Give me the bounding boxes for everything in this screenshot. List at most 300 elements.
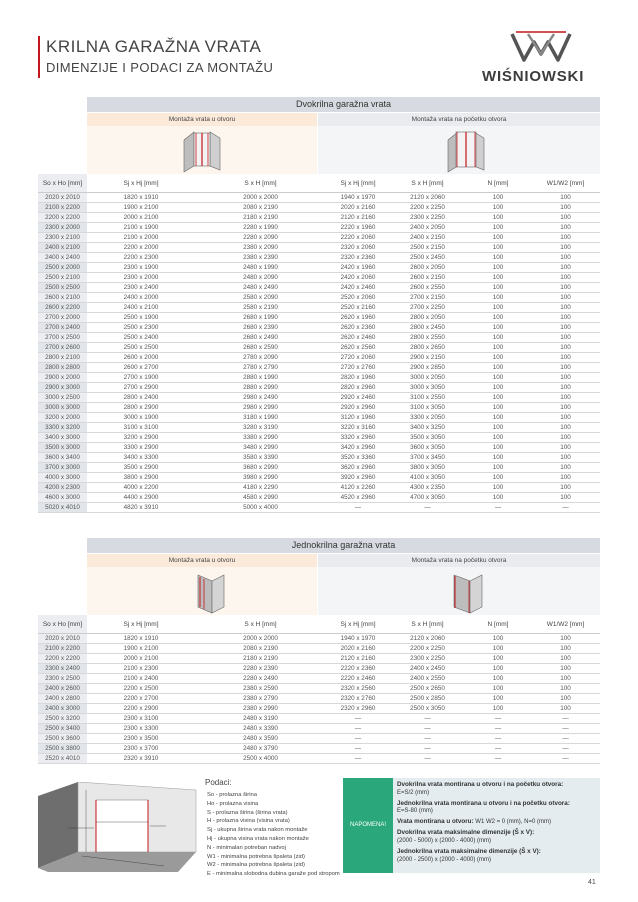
table-cell: 2480 x 3590: [195, 734, 326, 744]
table-cell: 2300 x 2400: [87, 283, 195, 293]
table-row: [38, 724, 600, 734]
table-cell: 2500 x 2450: [390, 253, 465, 263]
subheader-start-of-opening: Montaža vrata na početku otvora: [318, 113, 600, 126]
table-cell: 4700 x 3050: [390, 493, 465, 503]
note-item: E - minimalna slobodna dubina garaže pod stropom: [207, 871, 340, 878]
table-cell: 2100 x 2200: [38, 203, 87, 213]
table-cell: 2200 x 2700: [87, 694, 195, 704]
table-cell: 2680 x 2390: [195, 323, 326, 333]
table-cell: 100: [465, 704, 531, 714]
table-cell: 2220 x 2460: [326, 674, 390, 684]
subheader-start-of-opening: Montaža vrata na početku otvora: [318, 554, 600, 567]
table-cell: 3200 x 2900: [87, 433, 195, 443]
napomena-box: [393, 778, 600, 873]
napomena-text: E=S/2 (mm): [397, 789, 430, 796]
table-cell: 100: [531, 313, 600, 323]
table-cell: 2300 x 1900: [87, 263, 195, 273]
table-cell: 2300 x 3100: [87, 714, 195, 724]
table-cell: 2620 x 1960: [326, 313, 390, 323]
table-cell: 2320 x 2760: [326, 694, 390, 704]
table-cell: 100: [531, 423, 600, 433]
table-cell: 100: [465, 664, 531, 674]
table-cell: 100: [465, 443, 531, 453]
table-cell: 2400 x 2150: [390, 233, 465, 243]
table-cell: 100: [531, 363, 600, 373]
table-cell: 100: [531, 273, 600, 283]
table-cell: 2400 x 2550: [390, 674, 465, 684]
napomena-heading: Dvokrilna vrata montirana u otvoru i na početku otvora:: [397, 781, 564, 788]
table-cell: 3300 x 2050: [390, 413, 465, 423]
table-cell: —: [465, 734, 531, 744]
table-cell: 2380 x 2390: [195, 253, 326, 263]
table-cell: 2300 x 2000: [38, 223, 87, 233]
table-row: [38, 303, 600, 313]
brand-name: WIŚNIOWSKI: [482, 68, 585, 85]
note-item: W2 - minimalna potrebna špaleta (zid): [207, 862, 305, 869]
table-cell: 1820 x 1910: [87, 634, 195, 644]
table-cell: 100: [465, 684, 531, 694]
brand-logo-icon: [510, 30, 572, 66]
garage-dimension-diagram-icon: [38, 782, 198, 874]
table-double-doors: [38, 174, 600, 513]
table-cell: 2500 x 2300: [87, 323, 195, 333]
table-row: [38, 363, 600, 373]
table-cell: 100: [531, 253, 600, 263]
table-cell: 3580 x 3390: [195, 453, 326, 463]
table-cell: 2080 x 2190: [195, 644, 326, 654]
table-cell: 2820 x 2960: [326, 383, 390, 393]
table-cell: 4180 x 2290: [195, 483, 326, 493]
table-cell: 2480 x 3190: [195, 714, 326, 724]
column-header: Sj x Hj [mm]: [326, 615, 390, 634]
table-cell: 3000 x 2050: [390, 373, 465, 383]
table-row: [38, 754, 600, 764]
table-cell: 2320 x 2560: [326, 684, 390, 694]
table-cell: —: [465, 724, 531, 734]
table-cell: 2500 x 2400: [87, 333, 195, 343]
table-cell: 4000 x 2200: [87, 483, 195, 493]
table-cell: 2380 x 2590: [195, 684, 326, 694]
table-row: [38, 313, 600, 323]
table-cell: 3100 x 2550: [390, 393, 465, 403]
table-row: [38, 714, 600, 724]
napomena-text: (2000 - 2500) x (2000 - 4000) (mm): [397, 856, 492, 863]
table-cell: 100: [465, 493, 531, 503]
table-cell: 2600 x 2000: [87, 353, 195, 363]
table-cell: 2320 x 2360: [326, 253, 390, 263]
table-row: [38, 403, 600, 413]
table-row: [38, 453, 600, 463]
table-cell: 2280 x 2390: [195, 664, 326, 674]
table-cell: 100: [531, 403, 600, 413]
table-cell: 2400 x 2400: [38, 253, 87, 263]
column-header: So x Ho [mm]: [38, 174, 87, 193]
table-row: [38, 684, 600, 694]
table-cell: 100: [531, 213, 600, 223]
table-cell: 4820 x 3910: [87, 503, 195, 513]
note-item: Ho - prolazna visina: [207, 800, 259, 807]
table-cell: 2100 x 2200: [38, 644, 87, 654]
accent-bar: [38, 36, 40, 78]
table-cell: 2500 x 2500: [87, 343, 195, 353]
table-row: [38, 393, 600, 403]
table-cell: 3200 x 2000: [38, 413, 87, 423]
table-cell: 100: [465, 323, 531, 333]
table-row: [38, 253, 600, 263]
table-cell: 2500 x 3050: [390, 704, 465, 714]
column-header: N [mm]: [465, 174, 531, 193]
column-header: Sj x Hj [mm]: [87, 615, 195, 634]
table-cell: 100: [465, 263, 531, 273]
page-subtitle: DIMENZIJE I PODACI ZA MONTAŽU: [46, 60, 274, 75]
table-cell: 2600 x 2050: [390, 263, 465, 273]
table-row: [38, 383, 600, 393]
table-cell: 100: [465, 383, 531, 393]
table-cell: 100: [465, 313, 531, 323]
table-cell: 2100 x 2000: [87, 233, 195, 243]
table-cell: 3000 x 1900: [87, 413, 195, 423]
table-cell: 3800 x 3050: [390, 463, 465, 473]
table-cell: 2720 x 2060: [326, 353, 390, 363]
table-cell: 100: [531, 483, 600, 493]
table-cell: 2620 x 2560: [326, 343, 390, 353]
table-row: [38, 233, 600, 243]
table-cell: 3000 x 3050: [390, 383, 465, 393]
table-cell: 2280 x 1990: [195, 223, 326, 233]
single-door-in-opening-icon: [190, 571, 230, 615]
table-cell: 2700 x 2500: [38, 333, 87, 343]
table-cell: 100: [531, 343, 600, 353]
table-row: [38, 273, 600, 283]
table-cell: 3680 x 2990: [195, 463, 326, 473]
table-cell: 100: [531, 243, 600, 253]
table-cell: 2500 x 3400: [38, 724, 87, 734]
table-row: [38, 423, 600, 433]
table-cell: 100: [465, 203, 531, 213]
table-cell: 3300 x 3200: [38, 423, 87, 433]
table-cell: 100: [465, 273, 531, 283]
table-row: [38, 343, 600, 353]
napomena-heading: Jednokrilna vrata montirana u otvoru i na početku otvora:: [397, 799, 570, 807]
table-cell: 100: [465, 644, 531, 654]
table-cell: 100: [531, 453, 600, 463]
table-cell: 2120 x 2160: [326, 654, 390, 664]
table-cell: 2500 x 2850: [390, 694, 465, 704]
page-number: 41: [588, 879, 596, 886]
table-cell: 2180 x 2190: [195, 654, 326, 664]
table-row: [38, 193, 600, 203]
table-cell: 3700 x 3450: [390, 453, 465, 463]
table-row: [38, 704, 600, 714]
table-cell: 100: [465, 463, 531, 473]
table-cell: 2480 x 3390: [195, 724, 326, 734]
table-row: [38, 323, 600, 333]
table-cell: 2700 x 2150: [390, 293, 465, 303]
table-cell: 2400 x 2800: [38, 694, 87, 704]
table-cell: 2700 x 1900: [87, 373, 195, 383]
table-cell: 2800 x 2550: [390, 333, 465, 343]
table-row: [38, 353, 600, 363]
table-cell: 100: [531, 373, 600, 383]
table-cell: 2520 x 2060: [326, 293, 390, 303]
table-cell: 100: [531, 203, 600, 213]
table-cell: 100: [465, 473, 531, 483]
table-cell: 2920 x 2960: [326, 403, 390, 413]
section-title-double: Dvokrilna garažna vrata: [87, 97, 600, 112]
table-cell: 100: [531, 193, 600, 203]
table-cell: 2280 x 2090: [195, 233, 326, 243]
table-cell: 3000 x 3000: [38, 403, 87, 413]
table-cell: —: [531, 734, 600, 744]
table-cell: 2200 x 2300: [87, 253, 195, 263]
column-header: S x H [mm]: [390, 174, 465, 193]
table-cell: 2200 x 2200: [38, 654, 87, 664]
table-cell: 4300 x 2350: [390, 483, 465, 493]
table-cell: 2420 x 2060: [326, 273, 390, 283]
table-row: [38, 744, 600, 754]
table-cell: 3400 x 3000: [38, 433, 87, 443]
table-cell: 2500 x 3600: [38, 734, 87, 744]
table-row: [38, 463, 600, 473]
table-cell: 2420 x 2460: [326, 283, 390, 293]
table-cell: 2600 x 2150: [390, 273, 465, 283]
table-cell: 100: [465, 333, 531, 343]
table-cell: 2700 x 2600: [38, 343, 87, 353]
table-cell: 2500 x 2100: [38, 273, 87, 283]
table-cell: —: [390, 503, 465, 513]
table-cell: —: [326, 503, 390, 513]
table-cell: 100: [465, 193, 531, 203]
note-item: H - prolazna visina (visina vrata): [207, 818, 290, 825]
table-cell: 3980 x 2990: [195, 473, 326, 483]
table-cell: 2380 x 2990: [195, 704, 326, 714]
table-row: [38, 644, 600, 654]
table-cell: 100: [465, 433, 531, 443]
table-cell: 2600 x 2100: [38, 293, 87, 303]
table-cell: 1940 x 1970: [326, 193, 390, 203]
table-cell: 100: [531, 473, 600, 483]
table-cell: 2200 x 2250: [390, 644, 465, 654]
table-row: [38, 433, 600, 443]
subheader-in-opening: Montaža vrata u otvoru: [87, 113, 317, 126]
table-cell: —: [390, 744, 465, 754]
table-cell: 2100 x 2400: [87, 674, 195, 684]
table-cell: 2900 x 2150: [390, 353, 465, 363]
table-cell: 100: [531, 463, 600, 473]
table-cell: 2000 x 2100: [87, 213, 195, 223]
double-door-start-of-opening-icon: [444, 130, 488, 174]
table-cell: 100: [465, 453, 531, 463]
napomena-heading: Vrata montirana u otvoru:: [397, 818, 474, 826]
table-cell: 2300 x 2500: [38, 674, 87, 684]
table-cell: 100: [465, 403, 531, 413]
table-cell: 100: [531, 413, 600, 423]
table-cell: 2500 x 4000: [195, 754, 326, 764]
table-row: [38, 243, 600, 253]
single-door-start-of-opening-icon: [448, 571, 488, 615]
double-door-in-opening-icon: [180, 130, 224, 174]
table-cell: —: [531, 503, 600, 513]
table-cell: 2920 x 2460: [326, 393, 390, 403]
table-row: [38, 654, 600, 664]
table-cell: 100: [531, 293, 600, 303]
napomena-heading: Dvokrilna vrata maksimalne dimenzije (Š x V):: [397, 829, 535, 837]
table-cell: 100: [465, 363, 531, 373]
column-header: S x H [mm]: [390, 615, 465, 634]
table-cell: 100: [531, 674, 600, 684]
table-row: [38, 664, 600, 674]
table-cell: —: [531, 724, 600, 734]
table-cell: —: [465, 744, 531, 754]
table-cell: 3300 x 2900: [87, 443, 195, 453]
table-row: [38, 503, 600, 513]
table-row: [38, 694, 600, 704]
table-cell: 2380 x 2790: [195, 694, 326, 704]
table-cell: 2700 x 2000: [38, 313, 87, 323]
table-cell: —: [326, 714, 390, 724]
table-cell: 1820 x 1910: [87, 193, 195, 203]
table-cell: —: [531, 744, 600, 754]
table-cell: 2200 x 2200: [38, 213, 87, 223]
table-cell: 3920 x 2960: [326, 473, 390, 483]
table-row: [38, 333, 600, 343]
column-header: So x Ho [mm]: [38, 615, 87, 634]
table-cell: 3280 x 3190: [195, 423, 326, 433]
table-cell: 100: [531, 383, 600, 393]
table-cell: 2600 x 2200: [38, 303, 87, 313]
table-cell: 1900 x 2100: [87, 203, 195, 213]
table-cell: 2120 x 2160: [326, 213, 390, 223]
table-cell: —: [531, 714, 600, 724]
table-cell: 2680 x 2590: [195, 343, 326, 353]
table-cell: 2800 x 2050: [390, 313, 465, 323]
note-item: Hj - ukupna visina vrata nakon montaže: [207, 835, 309, 842]
table-cell: 5020 x 4010: [38, 503, 87, 513]
table-row: [38, 223, 600, 233]
table-cell: 2480 x 1990: [195, 263, 326, 273]
table-cell: —: [465, 754, 531, 764]
table-cell: 100: [531, 283, 600, 293]
table-cell: 1900 x 2100: [87, 644, 195, 654]
table-cell: 100: [465, 393, 531, 403]
table-cell: 100: [465, 233, 531, 243]
table-cell: 2580 x 2190: [195, 303, 326, 313]
table-cell: 100: [465, 694, 531, 704]
table-cell: 3400 x 3250: [390, 423, 465, 433]
table-cell: 2300 x 3300: [87, 724, 195, 734]
table-row: [38, 634, 600, 644]
table-cell: 2300 x 3700: [87, 744, 195, 754]
table-row: [38, 293, 600, 303]
table-cell: 100: [531, 443, 600, 453]
table-cell: 100: [465, 674, 531, 684]
table-cell: 3320 x 2960: [326, 433, 390, 443]
table-cell: 2600 x 2550: [390, 283, 465, 293]
column-header: Sj x Hj [mm]: [326, 174, 390, 193]
table-cell: —: [390, 734, 465, 744]
table-cell: 2800 x 2100: [38, 353, 87, 363]
table-cell: 2320 x 2060: [326, 243, 390, 253]
table-row: [38, 413, 600, 423]
notes-list: [207, 791, 340, 879]
table-cell: 2500 x 3200: [38, 714, 87, 724]
table-cell: 100: [531, 493, 600, 503]
table-cell: 3800 x 2900: [87, 473, 195, 483]
table-cell: 100: [531, 433, 600, 443]
page-title: KRILNA GARAŽNA VRATA: [46, 37, 262, 56]
table-cell: 2800 x 2450: [390, 323, 465, 333]
table-cell: 100: [465, 654, 531, 664]
table-cell: 2200 x 2250: [390, 203, 465, 213]
table-cell: 4520 x 2960: [326, 493, 390, 503]
table-cell: 3100 x 3100: [87, 423, 195, 433]
table-cell: —: [465, 503, 531, 513]
table-cell: 2720 x 2760: [326, 363, 390, 373]
table-cell: 100: [465, 483, 531, 493]
column-header: S x H [mm]: [195, 615, 326, 634]
table-cell: 100: [531, 333, 600, 343]
table-cell: 100: [465, 423, 531, 433]
table-cell: 100: [531, 303, 600, 313]
table-cell: 2400 x 3000: [38, 704, 87, 714]
table-row: [38, 263, 600, 273]
table-row: [38, 493, 600, 503]
table-cell: 2300 x 3500: [87, 734, 195, 744]
table-cell: 2620 x 2460: [326, 333, 390, 343]
note-item: So - prolazna širina: [207, 792, 257, 798]
table-cell: —: [390, 714, 465, 724]
table-row: [38, 203, 600, 213]
table-cell: 2980 x 2490: [195, 393, 326, 403]
table-cell: 3620 x 2960: [326, 463, 390, 473]
table-cell: 2300 x 2100: [38, 233, 87, 243]
table-cell: 2600 x 2700: [87, 363, 195, 373]
table-cell: 3380 x 2990: [195, 433, 326, 443]
table-cell: —: [390, 724, 465, 734]
table-cell: 100: [531, 263, 600, 273]
table-cell: —: [465, 714, 531, 724]
table-cell: 100: [531, 644, 600, 654]
table-cell: 100: [465, 253, 531, 263]
table-cell: 2020 x 2160: [326, 644, 390, 654]
table-cell: 2900 x 2000: [38, 373, 87, 383]
table-cell: 100: [465, 373, 531, 383]
table-cell: 2200 x 2000: [87, 243, 195, 253]
note-item: W1 - minimalna potrebna špaleta (zid): [207, 853, 305, 860]
table-cell: 2100 x 1900: [87, 223, 195, 233]
table-cell: 3480 x 2990: [195, 443, 326, 453]
table-cell: 2220 x 1960: [326, 223, 390, 233]
table-cell: 2120 x 2060: [390, 634, 465, 644]
table-cell: —: [326, 734, 390, 744]
notes-title: Podaci:: [205, 778, 232, 787]
table-cell: 2020 x 2010: [38, 634, 87, 644]
table-cell: 100: [531, 704, 600, 714]
napomena-text: (2000 - 5000) x (2000 - 4000) (mm): [397, 838, 492, 845]
table-cell: 2680 x 1990: [195, 313, 326, 323]
table-cell: 2800 x 2400: [87, 393, 195, 403]
table-cell: 2300 x 2250: [390, 654, 465, 664]
note-item: Sj - ukupna širina vrata nakon montaže: [207, 827, 308, 834]
note-item: S - prolazna širina (širina vrata): [207, 809, 288, 816]
table-cell: 2200 x 2900: [87, 704, 195, 714]
note-item: N - minimalan potreban nadvoj: [207, 844, 286, 851]
table-row: [38, 674, 600, 684]
table-cell: 2400 x 2000: [87, 293, 195, 303]
table-cell: 2320 x 3910: [87, 754, 195, 764]
table-single-doors: [38, 615, 600, 764]
table-cell: 4580 x 2990: [195, 493, 326, 503]
